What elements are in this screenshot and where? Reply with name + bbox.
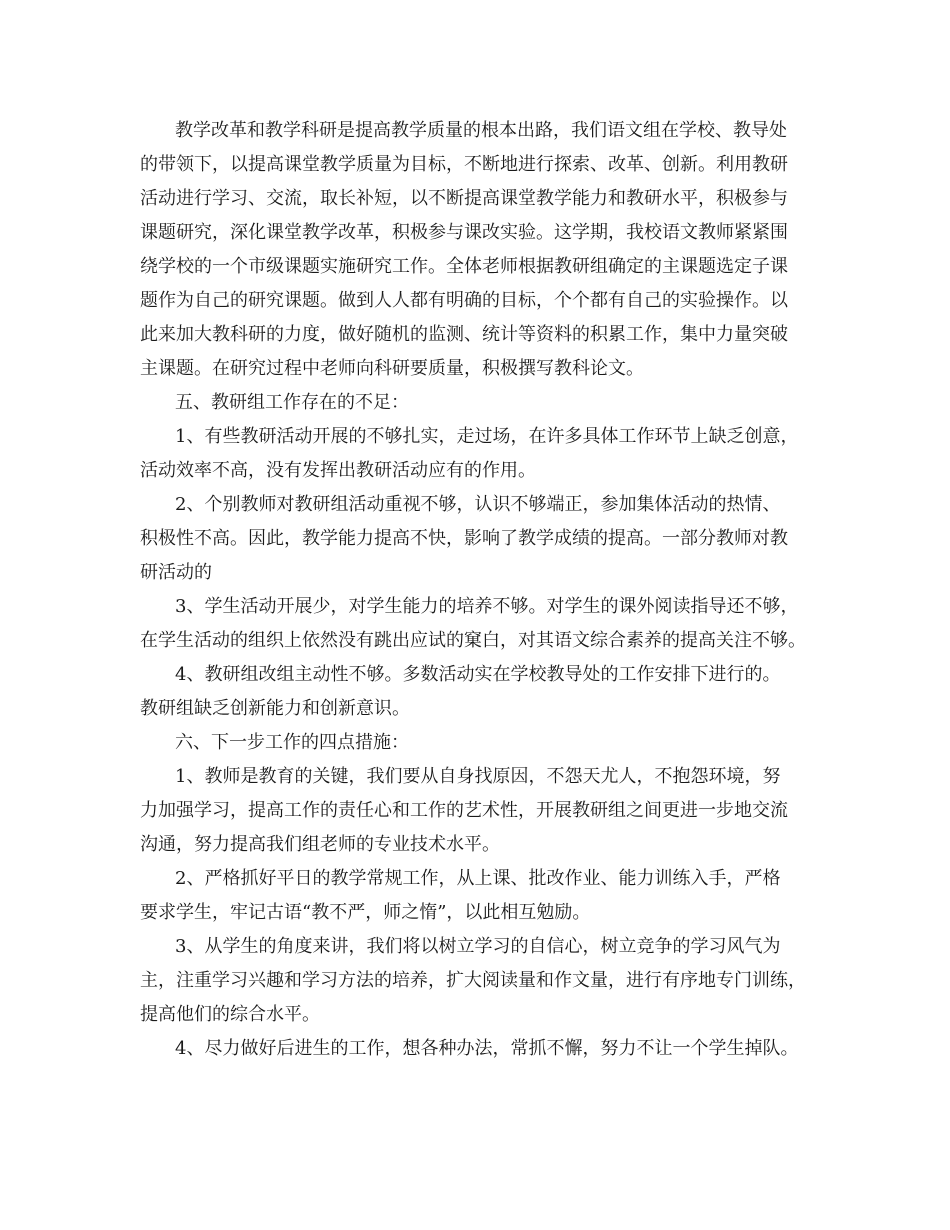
paragraph-line: 的带领下，以提高课堂教学质量为目标，不断地进行探索、改革、创新。利用教研 xyxy=(140,154,788,175)
paragraph-line: 题作为自己的研究课题。做到人人都有明确的目标，个个都有自己的实验操作。以 xyxy=(140,290,788,311)
paragraph-line: 积极性不高。因此，教学能力提高不快，影响了教学成绩的提高。一部分教师对教 xyxy=(140,528,788,549)
paragraph-first-line: 2、个别教师对教研组活动重视不够，认识不够端正，参加集体活动的热情、 xyxy=(175,494,781,515)
paragraph-line: 教研组缺乏创新能力和创新意识。 xyxy=(140,698,410,719)
paragraph-first-line: 1、有些教研活动开展的不够扎实，走过场，在许多具体工作环节上缺乏创意， xyxy=(175,426,799,447)
paragraph-line: 提高他们的综合水平。 xyxy=(140,1004,320,1025)
paragraph-first-line: 4、教研组改组主动性不够。多数活动实在学校教导处的工作安排下进行的。 xyxy=(175,664,781,685)
paragraph-first-line: 3、从学生的角度来讲，我们将以树立学习的自信心，树立竞争的学习风气为 xyxy=(175,936,781,957)
paragraph-first-line: 六、下一步工作的四点措施： xyxy=(175,732,409,753)
paragraph-line: 在学生活动的组织上依然没有跳出应试的窠白，对其语文综合素养的提高关注不够。 xyxy=(140,630,806,651)
paragraph-line: 主，注重学习兴趣和学习方法的培养，扩大阅读量和作文量，进行有序地专门训练， xyxy=(140,970,806,991)
paragraph-first-line: 五、教研组工作存在的不足： xyxy=(175,392,409,413)
paragraph-line: 课题研究，深化课堂教学改革，积极参与课改实验。这学期，我校语文教师紧紧围 xyxy=(140,222,788,243)
paragraph-line: 活动效率不高，没有发挥出教研活动应有的作用。 xyxy=(140,460,536,481)
paragraph-line: 沟通，努力提高我们组老师的专业技术水平。 xyxy=(140,834,500,855)
paragraph-line: 此来加大教科研的力度，做好随机的监测、统计等资料的积累工作，集中力量突破 xyxy=(140,324,788,345)
paragraph-first-line: 3、学生活动开展少，对学生能力的培养不够。对学生的课外阅读指导还不够， xyxy=(175,596,799,617)
paragraph-first-line: 1、教师是教育的关键，我们要从自身找原因，不怨天尤人，不抱怨环境，努 xyxy=(175,766,781,787)
paragraph-line: 主课题。在研究过程中老师向科研要质量，积极撰写教科论文。 xyxy=(140,358,644,379)
paragraph-line: 活动进行学习、交流，取长补短，以不断提高课堂教学能力和教研水平，积极参与 xyxy=(140,188,788,209)
paragraph-line: 绕学校的一个市级课题实施研究工作。全体老师根据教研组确定的主课题选定子课 xyxy=(140,256,788,277)
paragraph-line: 力加强学习，提高工作的责任心和工作的艺术性，开展教研组之间更进一步地交流 xyxy=(140,800,788,821)
paragraph-first-line: 4、尽力做好后进生的工作，想各种办法，常抓不懈，努力不让一个学生掉队。 xyxy=(175,1038,799,1059)
document-body xyxy=(140,114,822,1066)
paragraph-first-line: 教学改革和教学科研是提高教学质量的根本出路，我们语文组在学校、教导处 xyxy=(175,120,787,141)
paragraph-line: 研活动的 xyxy=(140,562,212,583)
paragraph-first-line: 2、严格抓好平日的教学常规工作，从上课、批改作业、能力训练入手，严格 xyxy=(175,868,781,889)
paragraph-line: 要求学生，牢记古语“教不严，师之惰”，以此相互勉励。 xyxy=(140,902,591,923)
